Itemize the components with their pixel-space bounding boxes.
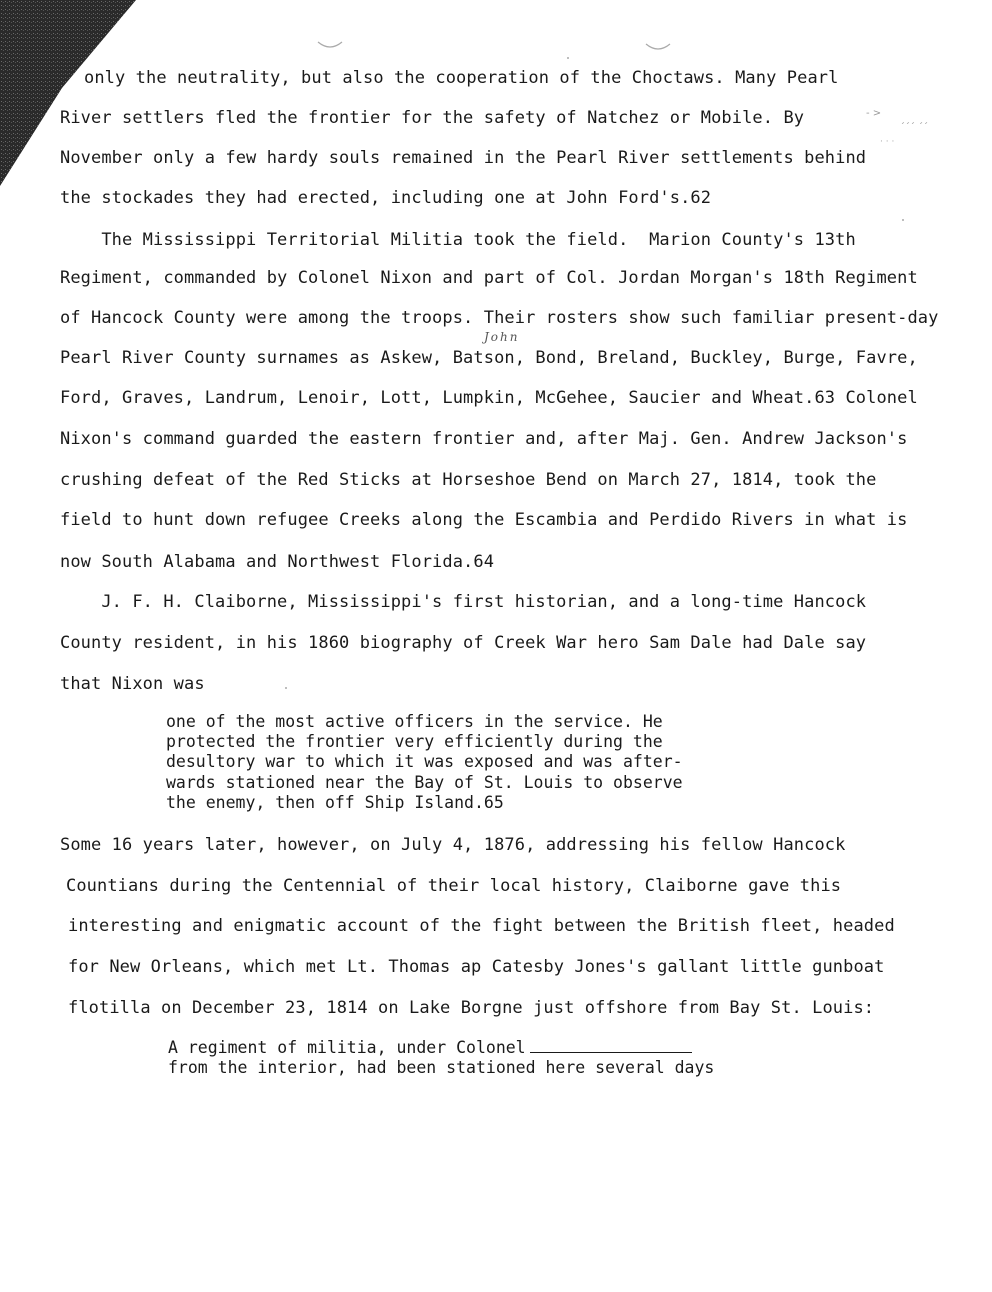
body-line: for New Orleans, which met Lt. Thomas ap Catesby Jones's gallant little gunboat bbox=[68, 957, 885, 977]
quote-line: one of the most active officers in the service. He bbox=[166, 712, 663, 731]
body-line: now South Alabama and Northwest Florida.64 bbox=[60, 552, 495, 572]
body-line: Countians during the Centennial of their local history, Claiborne gave this bbox=[66, 876, 842, 896]
body-line: Nixon's command guarded the eastern frontier and, after Maj. Gen. Andrew Jackson's bbox=[60, 429, 908, 449]
svg-text:· · ·: · · · bbox=[880, 137, 895, 147]
handwritten-note: John bbox=[484, 330, 520, 344]
body-line: Ford, Graves, Landrum, Lenoir, Lott, Lumpkin, McGehee, Saucier and Wheat.63 Colonel bbox=[60, 388, 918, 408]
body-line: The Mississippi Territorial Militia took the field. Marion County's 13th bbox=[60, 230, 856, 250]
quote-line bbox=[168, 1038, 728, 1058]
quote-line: protected the frontier very efficiently during the bbox=[166, 732, 663, 752]
body-line: November only a few hardy souls remained in the Pearl River settlements behind bbox=[60, 148, 867, 168]
quote-line: desultory war to which it was exposed and was after- bbox=[166, 752, 683, 772]
body-line: of Hancock County were among the troops. Their rosters show such familiar present-day bbox=[60, 308, 939, 328]
body-line: River settlers fled the frontier for the safety of Natchez or Mobile. By bbox=[60, 108, 805, 128]
body-line: flotilla on December 23, 1814 on Lake Borgne just offshore from Bay St. Louis: bbox=[68, 998, 875, 1018]
body-line: the stockades they had erected, including one at John Ford's.62 bbox=[60, 188, 712, 208]
quote-line: wards stationed near the Bay of St. Louis to observe bbox=[166, 772, 683, 792]
svg-text:- >: - > bbox=[866, 108, 882, 119]
block-quote-2 bbox=[168, 1038, 728, 1078]
svg-text:´´´ ´´: ´´´ ´´ bbox=[900, 122, 929, 133]
body-line: interesting and enigmatic account of the fight between the British fleet, headed bbox=[68, 916, 895, 936]
body-line: J. F. H. Claiborne, Mississippi's first historian, and a long-time Hancock bbox=[60, 592, 867, 612]
quote-line: from the interior, had been stationed here several days bbox=[168, 1058, 715, 1078]
body-line: crushing defeat of the Red Sticks at Horseshoe Bend on March 27, 1814, took the bbox=[60, 470, 877, 490]
body-line: only the neutrality, but also the cooperation of the Choctaws. Many Pearl bbox=[84, 68, 839, 88]
body-line: Regiment, commanded by Colonel Nixon and part of Col. Jordan Morgan's 18th Regiment bbox=[60, 268, 918, 288]
block-quote bbox=[166, 712, 726, 813]
body-line: County resident, in his 1860 biography of Creek War hero Sam Dale had Dale say bbox=[60, 633, 867, 653]
blank-underline bbox=[530, 1038, 692, 1053]
body-line: Some 16 years later, however, on July 4, 1876, addressing his fellow Hancock bbox=[60, 835, 846, 855]
body-line: field to hunt down refugee Creeks along the Escambia and Perdido Rivers in what is bbox=[60, 510, 908, 530]
quote-line: the enemy, then off Ship Island.65 bbox=[166, 792, 504, 812]
body-line: Pearl River County surnames as Askew, Batson, Bond, Breland, Buckley, Burge, Favre, bbox=[60, 348, 918, 368]
quote-text: A regiment of militia, under Colonel bbox=[168, 1038, 526, 1057]
body-line: that Nixon was bbox=[60, 674, 205, 694]
